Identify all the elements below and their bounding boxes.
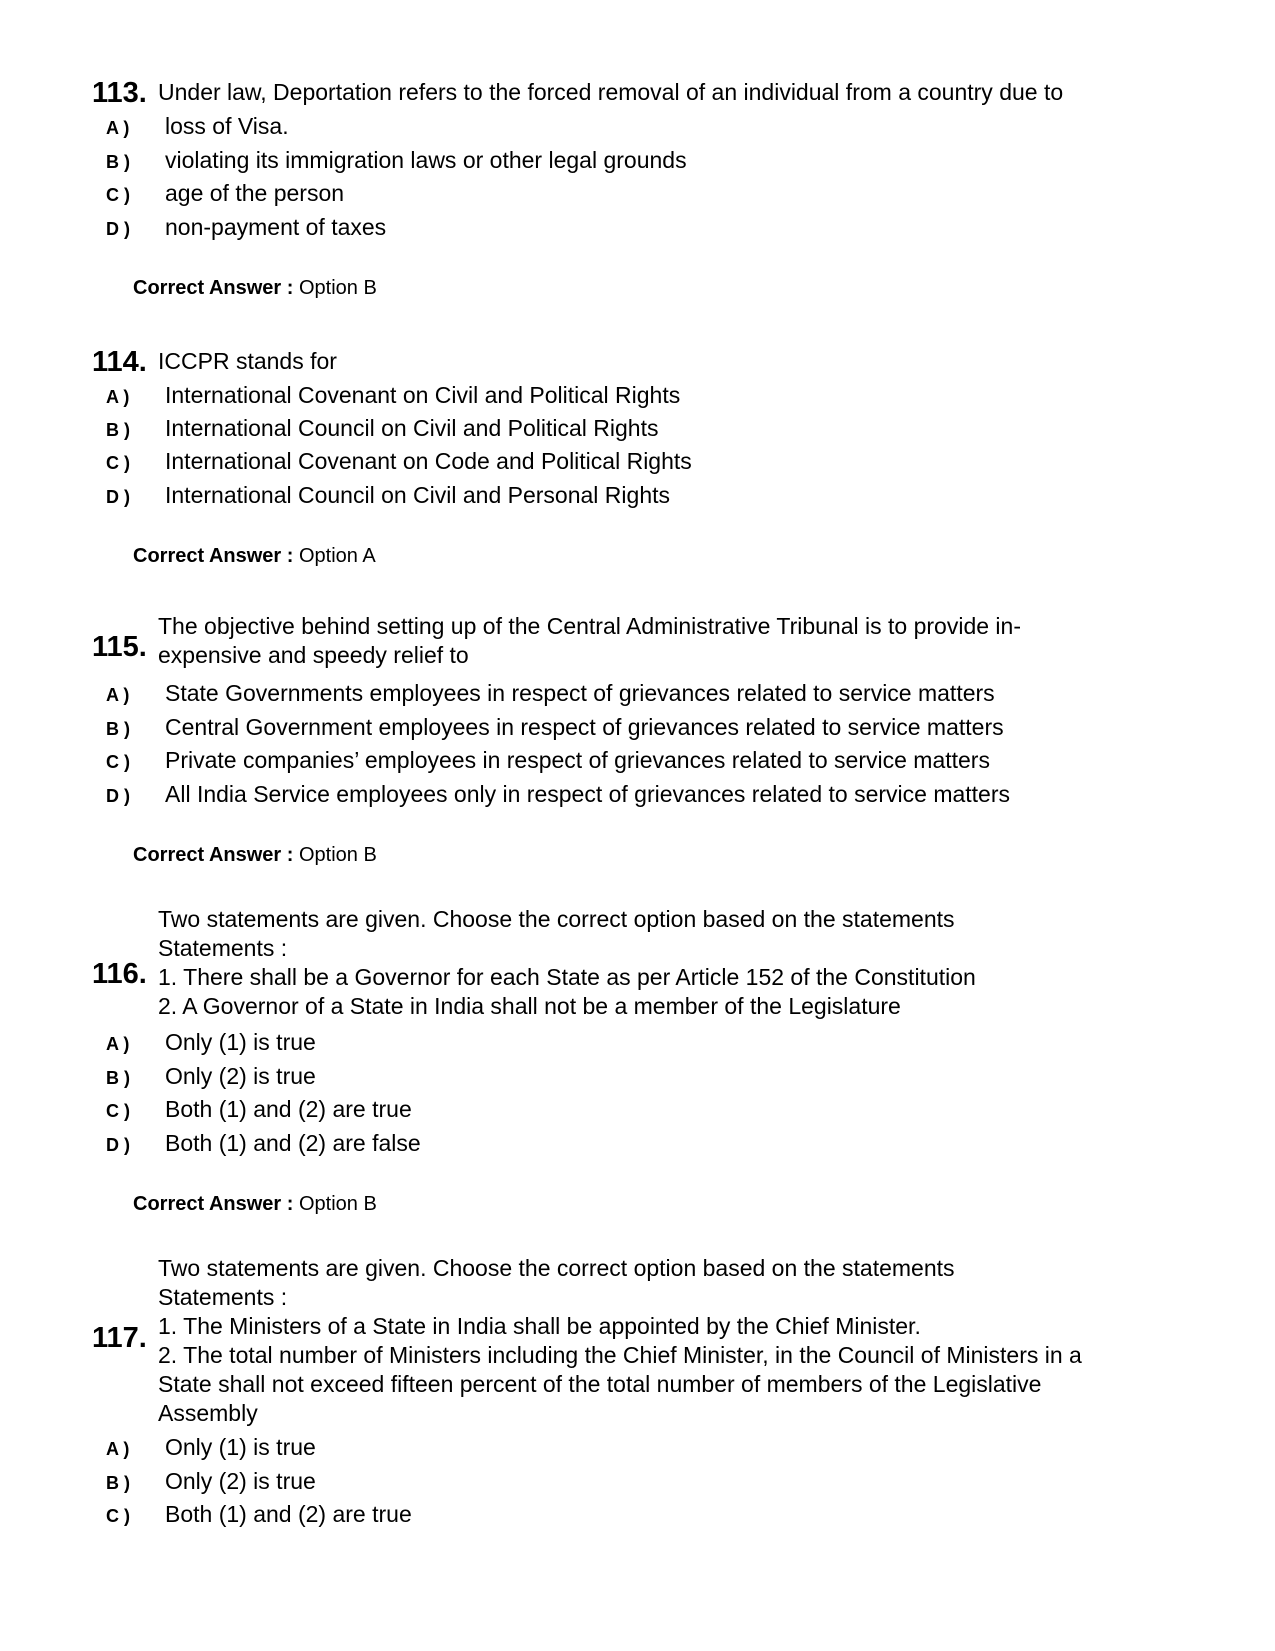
question-text-line: ICCPR stands for [158,348,337,374]
question-text [158,612,1168,670]
option-text: Only (1) is true [165,1434,316,1460]
option-letter: B ) [106,152,130,172]
option-a[interactable] [0,111,1275,143]
correct-answer [133,544,376,568]
correct-answer-value: Option B [298,1193,377,1215]
option-letter: A ) [106,118,130,138]
correct-answer [133,1192,377,1216]
option-c[interactable] [0,446,1275,478]
option-letter: C ) [106,752,130,772]
option-text: loss of Visa. [165,113,289,139]
option-text: Only (1) is true [165,1029,316,1055]
question-text-line: Statements : [158,1284,288,1310]
option-text: age of the person [165,180,345,206]
question-text-line: expensive and speedy relief to [158,642,469,668]
option-letter: D ) [106,487,130,507]
option-letter: C ) [106,185,130,205]
option-b[interactable] [0,1061,1275,1093]
question-text-line: The objective behind setting up of the Central Administrative Tribunal is to provide in- [158,613,1021,639]
option-a[interactable] [0,678,1275,710]
correct-answer [133,276,377,300]
correct-answer-value: Option A [298,545,376,567]
question-number: 115. [92,631,147,663]
option-a[interactable] [0,1027,1275,1059]
correct-answer-label: Correct Answer : [133,844,294,866]
option-c[interactable] [0,178,1275,210]
option-text: International Council on Civil and Political Rights [165,415,659,441]
option-letter: A ) [106,387,130,407]
question-text-line: Assembly [158,1400,258,1426]
question-text-line: Two statements are given. Choose the correct option based on the statements [158,906,955,932]
question-text-line: 1. The Ministers of a State in India shall be appointed by the Chief Minister. [158,1313,921,1339]
question-text [158,905,1168,1021]
question-text-line: 1. There shall be a Governor for each State as per Article 152 of the Constitution [158,964,976,990]
question-text [158,78,1168,107]
question-text [158,347,1168,376]
option-text: violating its immigration laws or other legal grounds [165,147,687,173]
option-text: International Covenant on Code and Political Rights [165,448,692,474]
option-b[interactable] [0,145,1275,177]
correct-answer-label: Correct Answer : [133,277,294,299]
option-b[interactable] [0,413,1275,445]
option-text: Both (1) and (2) are true [165,1501,412,1527]
option-c[interactable] [0,1094,1275,1126]
correct-answer-label: Correct Answer : [133,1193,294,1215]
option-text: Only (2) is true [165,1063,316,1089]
option-d[interactable] [0,779,1275,811]
question-text-line: Two statements are given. Choose the correct option based on the statements [158,1255,955,1281]
question-text-line: Statements : [158,935,288,961]
option-letter: C ) [106,453,130,473]
option-text: non-payment of taxes [165,214,387,240]
option-b[interactable] [0,1466,1275,1498]
question-number: 117. [92,1322,147,1354]
option-letter: C ) [106,1101,130,1121]
option-letter: D ) [106,786,130,806]
option-letter: A ) [106,1034,130,1054]
option-letter: B ) [106,719,130,739]
option-a[interactable] [0,1432,1275,1464]
option-text: Both (1) and (2) are true [165,1096,412,1122]
correct-answer-label: Correct Answer : [133,545,294,567]
option-d[interactable] [0,212,1275,244]
question-number: 116. [92,958,147,990]
option-text: Central Government employees in respect of grievances related to service matters [165,714,1004,740]
option-text: State Governments employees in respect of grievances related to service matters [165,680,995,706]
question-text [158,1254,1168,1428]
option-text: International Council on Civil and Personal Rights [165,482,671,508]
option-text: Both (1) and (2) are false [165,1130,421,1156]
option-b[interactable] [0,712,1275,744]
option-letter: B ) [106,420,130,440]
option-text: International Covenant on Civil and Political Rights [165,382,681,408]
option-c[interactable] [0,1499,1275,1531]
question-text-line: Under law, Deportation refers to the forced removal of an individual from a country due to [158,79,1064,105]
option-text: Only (2) is true [165,1468,316,1494]
option-letter: D ) [106,1135,130,1155]
option-text: Private companies’ employees in respect of grievances related to service matters [165,747,990,773]
option-letter: B ) [106,1068,130,1088]
question-number: 114. [92,346,147,378]
option-d[interactable] [0,480,1275,512]
option-letter: B ) [106,1473,130,1493]
correct-answer-value: Option B [298,277,377,299]
question-number: 113. [92,77,147,109]
option-d[interactable] [0,1128,1275,1160]
option-letter: C ) [106,1506,130,1526]
option-c[interactable] [0,745,1275,777]
correct-answer [133,843,377,867]
option-letter: A ) [106,685,130,705]
option-letter: D ) [106,219,130,239]
question-text-line: 2. A Governor of a State in India shall not be a member of the Legislature [158,993,901,1019]
question-text-line: State shall not exceed fifteen percent of the total number of members of the Legislative [158,1371,1042,1397]
correct-answer-value: Option B [298,844,377,866]
question-text-line: 2. The total number of Ministers including the Chief Minister, in the Council of Ministers in a [158,1342,1082,1368]
option-text: All India Service employees only in respect of grievances related to service matters [165,781,1011,807]
option-a[interactable] [0,380,1275,412]
option-letter: A ) [106,1439,130,1459]
